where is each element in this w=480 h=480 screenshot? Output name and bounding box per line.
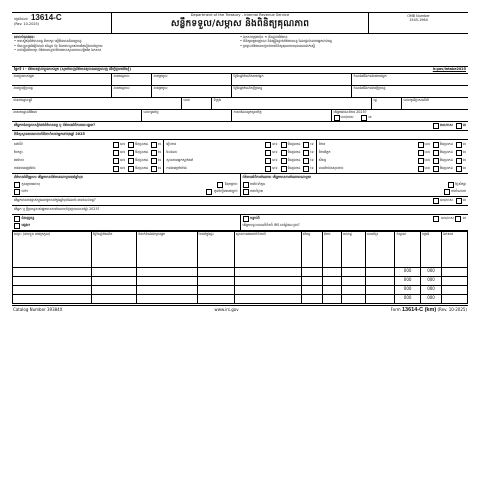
no-label: ទេ xyxy=(462,123,466,128)
table-row xyxy=(13,286,468,295)
table-cell[interactable]: 000 xyxy=(395,295,420,304)
table-cell[interactable] xyxy=(234,286,301,295)
status-option-label: បាទ xyxy=(272,141,278,146)
disability-yes-checkbox[interactable] xyxy=(334,115,340,121)
status-checkbox[interactable] xyxy=(418,150,424,156)
table-cell[interactable] xyxy=(137,277,197,286)
status-line xyxy=(166,141,313,149)
status-option-label: មិនប្រាកដ xyxy=(135,157,149,162)
table-cell[interactable]: 000 xyxy=(395,268,420,277)
middle-name-field[interactable]: នាមកណ្តាល xyxy=(112,74,152,85)
dep-yes-checkbox[interactable] xyxy=(433,216,439,222)
spouse-last-name-field[interactable]: នាមត្រកូល xyxy=(152,86,232,97)
status-checkbox[interactable] xyxy=(456,150,462,156)
form-id-block xyxy=(12,13,112,33)
table-cell[interactable] xyxy=(137,295,197,304)
status-label: ការងារពេញម៉ោង xyxy=(14,165,36,170)
expense-checkbox[interactable] xyxy=(444,189,450,195)
expense-checkbox[interactable] xyxy=(243,182,249,188)
form-ref-label: Form xyxy=(390,307,401,312)
form-ref-number: 13614-C (km) xyxy=(401,307,437,313)
status-label: មេម៉ាយ xyxy=(14,157,24,162)
status-checkbox[interactable] xyxy=(418,166,424,172)
catalog-number: Catalog Number 39384X xyxy=(13,306,63,312)
table-cell[interactable] xyxy=(301,286,322,295)
status-option-label: មិនប្រាកដ xyxy=(287,165,301,170)
job-title-field[interactable]: ចំណងជើងការងាររបស់អ្នក xyxy=(353,73,387,78)
household-heading: ព័ត៌មានអំពីគ្រួសារ តើអ្នកមានព័ត៌មានណាមួយនៅឆ្នាំមុន xyxy=(14,175,83,180)
household-item: កូនចិញ្ចឹមតាមច្បាប់ xyxy=(213,189,238,194)
table-header: សិស្ស xyxy=(301,232,322,268)
form-ref xyxy=(391,307,467,313)
status-option-label: បាទ xyxy=(119,157,126,162)
status-checkbox[interactable] xyxy=(151,150,157,156)
status-line xyxy=(14,141,161,149)
medical-question-row xyxy=(12,206,468,215)
status-option-label: បាទ xyxy=(424,165,430,170)
status-checkbox[interactable] xyxy=(433,158,439,164)
status-option-label: បាទ xyxy=(119,149,126,154)
table-cell[interactable] xyxy=(92,295,137,304)
status-option-label: បាទ xyxy=(424,157,430,162)
status-label: លែងលះ xyxy=(166,149,178,154)
household-checkbox[interactable] xyxy=(14,182,20,188)
status-checkbox[interactable] xyxy=(128,166,134,172)
yes-label: បាទ/ចាស xyxy=(340,114,354,119)
purpose-section xyxy=(12,34,468,67)
status-checkbox[interactable] xyxy=(433,150,439,156)
phone-field[interactable]: លេខទូរស័ព្ទ xyxy=(142,110,232,121)
status-line xyxy=(14,157,161,165)
household-item: ឪពុកម្តាយ xyxy=(224,182,238,187)
status-option-label: ទេ xyxy=(310,157,314,162)
dep-checkbox[interactable] xyxy=(14,216,20,222)
table-header: ថ្ងៃខែឆ្នាំកំណើត xyxy=(92,232,137,268)
table-cell[interactable] xyxy=(197,286,234,295)
status-checkbox[interactable] xyxy=(265,166,271,172)
status-checkbox[interactable] xyxy=(433,142,439,148)
table-cell[interactable] xyxy=(342,268,365,277)
form-header xyxy=(12,13,468,34)
expense-item: ការបរិច្ចាគ xyxy=(250,189,263,194)
status-option-label: មិនប្រាកដ xyxy=(439,141,453,146)
status-line xyxy=(166,165,313,173)
table-cell[interactable]: 000 xyxy=(420,286,442,295)
status-option-label: ទេ xyxy=(462,157,466,162)
status-option-label: មិនប្រាកដ xyxy=(287,157,301,162)
disability-label: តើអ្នកជាជនពិការ 2025? xyxy=(333,109,367,114)
table-cell[interactable] xyxy=(301,295,322,304)
status-line xyxy=(166,157,313,165)
household-item: ចៅៗ xyxy=(21,189,29,194)
table-header: ទំនាក់ទំនងជាមួយអ្នក xyxy=(137,232,197,268)
status-option-label: បាទ xyxy=(119,165,126,170)
disability-field xyxy=(332,110,468,121)
status-checkbox[interactable] xyxy=(113,150,119,156)
table-header: ស្ថានភាពអាពាហ៍ពិពាហ៍ xyxy=(234,232,301,268)
dep-checkbox[interactable] xyxy=(14,223,20,229)
status-label: ធានារ៉ាប់រងសុខភាព xyxy=(318,165,344,170)
status-checkbox[interactable] xyxy=(281,158,287,164)
table-cell[interactable]: 000 xyxy=(420,268,442,277)
dep-label: ផ្សេងៗ xyxy=(21,223,31,228)
dependent-boxes xyxy=(12,215,468,231)
question-text: ពិនិត្យស្ថានភាពអាពាហ៍ពិពាហ៍របស់អ្នកនៅចុងឆ្នាំ 2025 xyxy=(14,132,85,137)
contact-row xyxy=(12,110,468,122)
household-item: កូនក្រោមអាយុ xyxy=(21,182,40,187)
department: Department of the Treasury - Internal Revenue Service xyxy=(190,13,290,17)
yes-label: បាទ/ចាស xyxy=(439,123,453,128)
spouse-middle-name-field[interactable]: នាមកណ្តាល xyxy=(112,86,152,97)
status-line xyxy=(319,157,466,165)
status-checkbox[interactable] xyxy=(265,158,271,164)
status-option-label: បាទ xyxy=(272,149,278,154)
purpose-item: • ឯកសារក្រុមហ៊ុន ១ និងផ្តល់ព័ត៌មាន xyxy=(240,36,466,40)
table-cell[interactable] xyxy=(92,277,137,286)
status-option-label: មិនប្រាកដ xyxy=(135,165,149,170)
spouse-dob-field[interactable]: ថ្ងៃខែឆ្នាំកំណើតប្តីប្រពន្ធ xyxy=(232,86,352,97)
dep-no-label: ទេ xyxy=(462,216,466,221)
form-ref-rev: (Rev. 10-2025) xyxy=(437,307,467,312)
status-checkbox[interactable] xyxy=(128,150,134,156)
zip-field[interactable]: លេខកូដប្រៃសណីយ៍ xyxy=(403,97,430,102)
status-option-label: ទេ xyxy=(158,149,162,154)
status-checkbox[interactable] xyxy=(128,142,134,148)
table-cell[interactable] xyxy=(13,295,92,304)
table-cell[interactable] xyxy=(442,286,468,295)
purpose-item: • បំពេញទម្រង់រៀងរាល់ សំណួរ ខែ នៃការបណ្តាស់ការតែរៀងចាប់ក្រោម xyxy=(14,45,240,49)
marital-status-heading xyxy=(12,131,468,140)
status-checkbox[interactable] xyxy=(456,158,462,164)
status-option-label: មិនប្រាកដ xyxy=(439,157,453,162)
status-option-label: មិនប្រាកដ xyxy=(287,141,301,146)
status-option-label: បាទ xyxy=(272,157,278,162)
dep-label: ជំនាញពន្ធ xyxy=(21,216,35,221)
status-checkbox[interactable] xyxy=(113,158,119,164)
taxpayer-row xyxy=(12,74,468,86)
purpose-item: • ការស្នើសុំព័ត៌មានពន្ធ ពិភាក្សា ស្ទើមិនមានជំនាញពន្ធ xyxy=(14,40,240,44)
status-label: សិស្ស xyxy=(318,157,327,162)
table-header: ឈ្មោះ (នាមខ្លួន នាមត្រកូល) xyxy=(13,232,92,268)
change-question-row xyxy=(12,197,468,206)
table-cell[interactable] xyxy=(323,268,342,277)
table-cell[interactable]: 000 xyxy=(395,277,420,286)
yes-label: បាទ/ចាស xyxy=(439,198,453,203)
table-cell[interactable] xyxy=(234,295,301,304)
last-name-field[interactable]: នាមត្រកូល xyxy=(152,74,232,85)
status-label: បែកគ្នា xyxy=(14,149,23,154)
part-one-banner xyxy=(12,67,468,74)
table-cell[interactable]: 000 xyxy=(420,295,442,304)
status-checkbox[interactable] xyxy=(113,142,119,148)
table-row xyxy=(13,277,468,286)
status-line xyxy=(14,165,161,173)
status-line xyxy=(319,149,466,157)
state-field[interactable]: រដ្ឋ xyxy=(372,98,402,109)
status-label: រៀបការ xyxy=(166,141,176,146)
household-expense-section xyxy=(12,174,468,197)
question-text: តើអ្នកមានការផ្លាស់ប្តូរណាមួយនៅក្នុងឆ្នាំមុនដែលប៉ះពាល់ដល់ពន្ធ? xyxy=(14,198,96,203)
status-label: ការងារក្រៅម៉ោង xyxy=(166,165,187,170)
table-cell[interactable] xyxy=(92,268,137,277)
household-checkbox[interactable] xyxy=(206,189,212,195)
table-cell[interactable]: 000 xyxy=(420,277,442,286)
spouse-row xyxy=(12,86,468,98)
status-checkbox[interactable] xyxy=(456,166,462,172)
table-cell[interactable] xyxy=(323,286,342,295)
status-label: នៅលីវ xyxy=(14,141,23,146)
expense-checkbox[interactable] xyxy=(243,189,249,195)
expense-checkbox[interactable] xyxy=(448,182,454,188)
yes-checkbox[interactable] xyxy=(433,198,439,204)
omb-label: OMB Number xyxy=(407,14,430,18)
irs-website[interactable]: www.irs.gov xyxy=(214,306,239,312)
status-checkbox[interactable] xyxy=(265,150,271,156)
irs-letter-question: តើអ្នកទទួលបានលិខិតពី IRS នៅឆ្នាំនេះឬទេ? xyxy=(242,223,300,228)
status-option-label: បាទ xyxy=(424,149,430,154)
form-revision: (Rev. 10-2025) xyxy=(14,21,39,26)
dependents-table xyxy=(12,231,468,304)
question-text: តើអ្នកចង់ទទួលសៀវភៅព័ត៌មានពន្ធ ឬ ព័ត៌មានអំពីការបោះឆ្នោត? xyxy=(14,123,96,128)
status-option-label: ទេ xyxy=(310,141,314,146)
household-checkbox[interactable] xyxy=(14,189,20,195)
table-cell[interactable] xyxy=(365,295,395,304)
status-option-label: មិនប្រាកដ xyxy=(439,165,453,170)
dep-yes-label: បាទ/ចាស xyxy=(440,216,454,221)
status-grid xyxy=(12,140,468,174)
question-text: តើអ្នក ឬ ប្តីប្រពន្ធរបស់អ្នកមានការចំណាយថ្លៃព្យាបាលនៅឆ្នាំ 2025? xyxy=(14,207,100,212)
banner-link[interactable]: ir.gov/intake2025 xyxy=(432,67,466,71)
status-checkbox[interactable] xyxy=(303,158,309,164)
no-checkbox[interactable] xyxy=(456,123,462,129)
language-field[interactable]: ភាសាដែលអ្នកចូលចិត្ត xyxy=(232,110,332,121)
table-cell[interactable]: 000 xyxy=(395,286,420,295)
status-checkbox[interactable] xyxy=(418,142,424,148)
status-option-label: មិនប្រាកដ xyxy=(287,149,301,154)
status-option-label: មិនប្រាកដ xyxy=(135,141,149,146)
banner-text: ផ្នែកទី I - ព័ត៌មានផ្ទាល់ខ្លួនរបស់អ្នក (សូមបំពេញព័ត៌មានឲ្យបានពេញលេញ ដើម្បីជួយយើងខ្ញុំ) xyxy=(14,67,131,71)
expense-heading: ព័ត៌មានអំពីការចំណាយ តើអ្នកមានការចំណាយណាមួយ xyxy=(242,175,311,180)
table-cell[interactable] xyxy=(323,277,342,286)
no-label: ទេ xyxy=(368,114,372,119)
question-row xyxy=(12,122,468,131)
street-field[interactable]: អាសយដ្ឋានផ្លូវ xyxy=(12,98,182,109)
table-cell[interactable] xyxy=(234,268,301,277)
status-line xyxy=(166,149,313,157)
form-number: 13614-C xyxy=(30,13,62,22)
table-cell[interactable] xyxy=(442,268,468,277)
status-option-label: ទេ xyxy=(158,165,162,170)
status-option-label: មិនប្រាកដ xyxy=(135,149,149,154)
status-checkbox[interactable] xyxy=(281,166,287,172)
table-header: ឯកសារ xyxy=(442,232,468,268)
omb-number: 1545-1964 xyxy=(409,17,428,22)
table-cell[interactable] xyxy=(323,295,342,304)
table-cell[interactable] xyxy=(342,286,365,295)
table-row xyxy=(13,295,468,304)
table-cell[interactable] xyxy=(365,286,395,295)
purpose-item: • ចាប់ផ្តើមពិភាក្សា ព័ត៌មានបន្ទាប់ពីការមានស្ថានភាពលម្អិតតែ ឯកសារ xyxy=(14,49,240,53)
table-header: ទម្រង់ xyxy=(420,232,442,268)
address-row xyxy=(12,98,468,110)
table-cell[interactable] xyxy=(301,268,322,277)
table-header: បានគាំទ្រ xyxy=(365,232,395,268)
table-cell[interactable] xyxy=(442,295,468,304)
dep-no-checkbox[interactable] xyxy=(455,216,461,222)
form-footer xyxy=(12,305,468,314)
status-option-label: ទេ xyxy=(310,165,314,170)
status-checkbox[interactable] xyxy=(151,158,157,164)
intake-form xyxy=(12,12,468,314)
status-label: ពិការ xyxy=(318,141,326,146)
status-checkbox[interactable] xyxy=(418,158,424,164)
omb-block xyxy=(368,13,468,33)
status-option-label: ទេ xyxy=(310,149,314,154)
status-option-label: បាទ xyxy=(119,141,126,146)
expense-item: ថ្លៃសិក្សា xyxy=(455,182,466,187)
first-name-field[interactable]: នាមខ្លួនរបស់អ្នក xyxy=(12,74,112,85)
table-cell[interactable] xyxy=(13,277,92,286)
dep-label: បន្ទាប់ពី xyxy=(250,216,260,221)
status-option-label: ទេ xyxy=(462,149,466,154)
status-label: ពិការភ្នែក xyxy=(318,149,331,154)
status-option-label: ទេ xyxy=(462,165,466,170)
status-checkbox[interactable] xyxy=(433,166,439,172)
disability-no-checkbox[interactable] xyxy=(361,115,367,121)
status-label: ស្ថានភាពអ្នកស្នាក់នៅ xyxy=(166,157,194,162)
table-cell[interactable] xyxy=(13,286,92,295)
table-cell[interactable] xyxy=(137,286,197,295)
status-option-label: ទេ xyxy=(158,157,162,162)
apt-field[interactable]: លេខ xyxy=(182,98,212,109)
purpose-heading: គោលបំណងនេះ xyxy=(14,34,35,39)
status-option-label: ទេ xyxy=(158,141,162,146)
table-header: ខែនៅក្នុងផ្ទះ xyxy=(197,232,234,268)
spouse-job-title-field[interactable]: ចំណងជើងការងារប្តីប្រពន្ធ xyxy=(353,85,386,90)
status-checkbox[interactable] xyxy=(303,150,309,156)
yes-checkbox[interactable] xyxy=(433,123,439,129)
table-cell[interactable] xyxy=(365,277,395,286)
status-checkbox[interactable] xyxy=(303,166,309,172)
status-checkbox[interactable] xyxy=(151,142,157,148)
status-line xyxy=(319,165,466,173)
table-cell[interactable] xyxy=(197,277,234,286)
form-label: ទម្រង់លេខ xyxy=(14,17,28,21)
city-field[interactable]: ទីក្រុង xyxy=(212,98,372,109)
expense-item: ការថែទាំកូន xyxy=(250,182,266,187)
status-checkbox[interactable] xyxy=(281,142,287,148)
status-checkbox[interactable] xyxy=(303,142,309,148)
status-checkbox[interactable] xyxy=(265,142,271,148)
table-cell[interactable] xyxy=(13,268,92,277)
status-option-label: ទេ xyxy=(462,141,466,146)
table-header: ពលរដ្ឋ xyxy=(342,232,365,268)
table-cell[interactable] xyxy=(342,295,365,304)
status-option-label: បាទ xyxy=(272,165,278,170)
status-checkbox[interactable] xyxy=(151,166,157,172)
status-checkbox[interactable] xyxy=(128,158,134,164)
no-label: ទេ xyxy=(462,198,466,203)
status-checkbox[interactable] xyxy=(456,142,462,148)
table-header: ចំណូល xyxy=(395,232,420,268)
table-cell[interactable] xyxy=(342,277,365,286)
status-line xyxy=(14,149,161,157)
table-cell[interactable] xyxy=(137,268,197,277)
form-title-block xyxy=(112,13,368,33)
expense-item: ការចំណាយ xyxy=(451,189,466,194)
spouse-first-name-field[interactable]: នាមខ្លួនប្តីប្រពន្ធ xyxy=(12,86,112,97)
status-line xyxy=(319,141,466,149)
email-field[interactable]: អាសយដ្ឋានអ៊ីមែល xyxy=(12,110,142,121)
table-cell[interactable] xyxy=(301,277,322,286)
dob-field[interactable]: ថ្ងៃខែឆ្នាំកំណើតរបស់អ្នក xyxy=(232,74,352,85)
status-checkbox[interactable] xyxy=(113,166,119,172)
status-option-label: មិនប្រាកដ xyxy=(439,149,453,154)
purpose-item: • ពិនិត្យអត្តសញ្ញាណ និងផ្ទៀងផ្ទាត់ព័ត៌មានពន្ធ ដែលផ្តល់ដោយអ្នកជាប់ពន្ធ xyxy=(240,40,466,44)
table-cell[interactable] xyxy=(197,295,234,304)
no-checkbox[interactable] xyxy=(456,198,462,204)
status-checkbox[interactable] xyxy=(281,150,287,156)
table-header: ពិការ xyxy=(323,232,342,268)
household-checkbox[interactable] xyxy=(217,182,223,188)
table-cell[interactable] xyxy=(234,277,301,286)
table-cell[interactable] xyxy=(197,268,234,277)
purpose-item: • ប្រមូលព័ត៌មានសម្រាប់ការពិនិត្យគុណភាពមុនពេលដាក់ស្នើ xyxy=(240,45,466,49)
form-title: សន្លឹកទទួល/សម្ភាស និងពិនិត្យគុណភាព xyxy=(170,18,310,29)
table-row xyxy=(13,268,468,277)
table-cell[interactable] xyxy=(92,286,137,295)
table-cell[interactable] xyxy=(365,268,395,277)
dep-checkbox[interactable] xyxy=(243,216,249,222)
table-cell[interactable] xyxy=(442,277,468,286)
status-option-label: បាទ xyxy=(424,141,430,146)
